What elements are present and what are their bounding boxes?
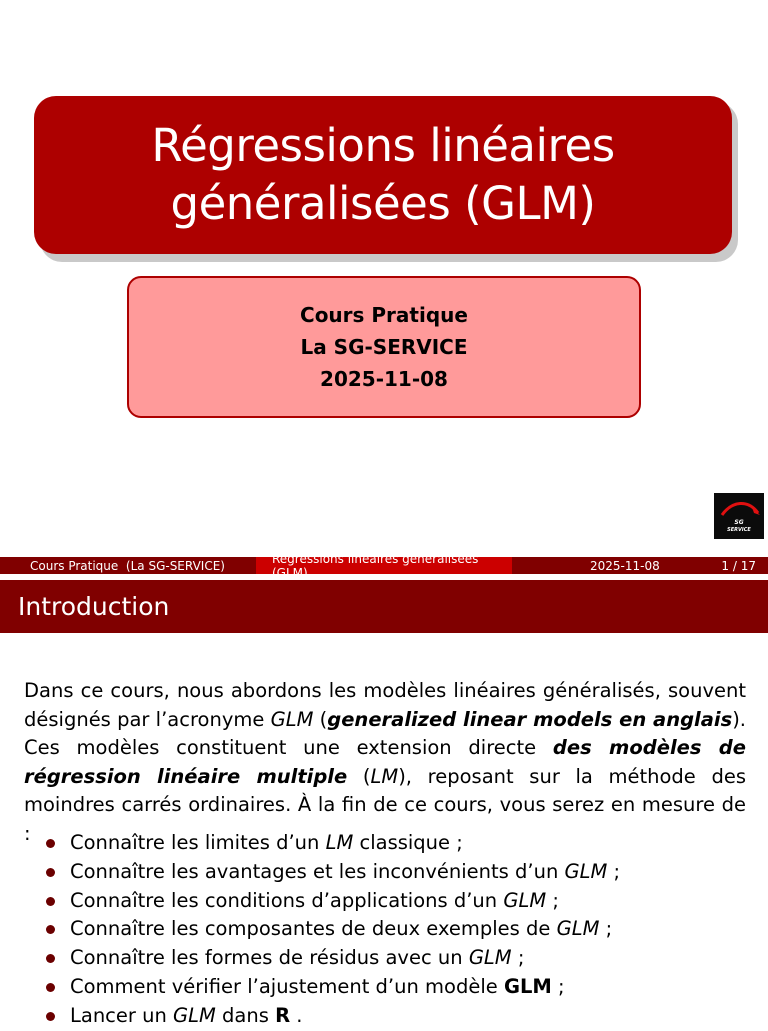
intro-paragraph: Dans ce cours, nous abordons les modèles linéaires généralisés, souvent désignés par l’acronyme GLM (generalized linear models en anglais). Ces modèles constituent une extension directe des modèles de régression linéaire multiple (LM), reposant sur la méthode des moindres carrés ordinaires. À la fin de ce cours, vous serez en mesure de : [24, 679, 747, 845]
objectives-list [46, 829, 746, 1031]
frame-title: Introduction [0, 580, 768, 633]
date: 2025-11-08 [320, 367, 448, 391]
page-number: 1 / 17 [721, 558, 756, 573]
list-item: Connaître les composantes de deux exemples de GLM ; [46, 915, 746, 944]
bullet-icon [46, 983, 55, 992]
list-item: Connaître les avantages et les inconvénients d’un GLM ; [46, 858, 746, 887]
title-line-2: généralisées (GLM) [170, 177, 596, 230]
list-item: Connaître les limites d’un LM classique ; [46, 829, 746, 858]
title-line-1: Régressions linéaires [151, 119, 615, 172]
subtitle: Cours Pratique [300, 303, 468, 327]
logo-text-2: SERVICE [727, 527, 751, 533]
footer-date: 2025-11-08 [590, 558, 660, 573]
author: La SG-SERVICE [300, 335, 468, 359]
bullet-icon [46, 1012, 55, 1021]
list-item: Connaître les formes de résidus avec un GLM ; [46, 944, 746, 973]
list-item: Lancer un GLM dans R . [46, 1002, 746, 1031]
bullet-icon [46, 897, 55, 906]
mlr-term: des modèles de régression linéaire multiple [24, 736, 746, 788]
info-box [127, 276, 641, 418]
sg-service-logo-icon [714, 493, 764, 539]
list-item: Connaître les conditions d’applications d’un GLM ; [46, 887, 746, 916]
footer-bar [0, 551, 768, 580]
title-box [34, 96, 732, 254]
bullet-icon [46, 868, 55, 877]
bullet-icon [46, 954, 55, 963]
bullet-icon [46, 839, 55, 848]
lm-term: LM [370, 764, 399, 788]
footer-middle: Régressions linéaires généralisées (GLM) [256, 557, 512, 574]
bullet-icon [46, 925, 55, 934]
english-term: generalized linear models en anglais [327, 707, 733, 731]
logo-text: SG [734, 519, 744, 526]
glm-term: GLM [270, 707, 314, 731]
footer-right [512, 557, 768, 574]
footer-left: Cours Pratique (La SG-SERVICE) [0, 557, 256, 574]
list-item: Comment vérifier l’ajustement d’un modèle GLM ; [46, 973, 746, 1002]
